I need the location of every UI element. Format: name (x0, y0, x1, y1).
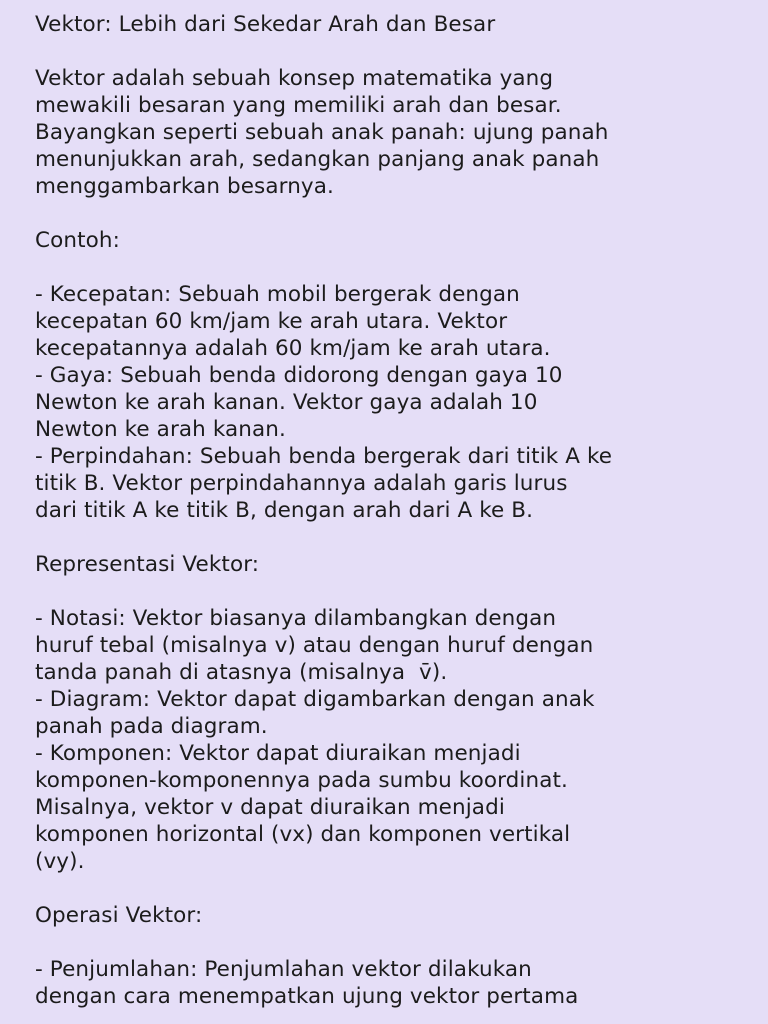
examples-heading: Contoh: (35, 228, 120, 253)
spacer (35, 38, 748, 65)
spacer (35, 875, 748, 902)
example-line: - Gaya: Sebuah benda didorong dengan gaya 10 (35, 363, 563, 388)
examples-list (35, 281, 748, 524)
intro-line: Vektor adalah sebuah konsep matematika yang (35, 66, 554, 91)
example-line: Newton ke arah kanan. Vektor gaya adalah 10 (35, 390, 538, 415)
example-line: Newton ke arah kanan. (35, 417, 286, 442)
representation-line: tanda panah di atasnya (misalnya v̄). (35, 660, 448, 685)
representation-line: Misalnya, vektor v dapat diuraikan menjadi (35, 795, 505, 820)
representation-line: - Notasi: Vektor biasanya dilambangkan dengan (35, 606, 557, 631)
example-line: kecepatannya adalah 60 km/jam ke arah utara. (35, 336, 551, 361)
operations-list (35, 956, 748, 1010)
document-title: Vektor: Lebih dari Sekedar Arah dan Besar (35, 12, 496, 37)
representation-line: komponen horizontal (vx) dan komponen vertikal (35, 822, 571, 847)
example-line: dari titik A ke titik B, dengan arah dari A ke B. (35, 498, 534, 523)
operations-heading: Operasi Vektor: (35, 903, 203, 928)
example-line: - Kecepatan: Sebuah mobil bergerak dengan (35, 282, 520, 307)
example-line: - Perpindahan: Sebuah benda bergerak dari titik A ke (35, 444, 613, 469)
spacer (35, 929, 748, 956)
operation-line: - Penjumlahan: Penjumlahan vektor dilakukan (35, 957, 532, 982)
intro-line: mewakili besaran yang memiliki arah dan besar. (35, 93, 562, 118)
intro-line: menggambarkan besarnya. (35, 174, 334, 199)
example-line: kecepatan 60 km/jam ke arah utara. Vektor (35, 309, 508, 334)
spacer (35, 254, 748, 281)
representation-heading: Representasi Vektor: (35, 552, 260, 577)
representation-line: - Komponen: Vektor dapat diuraikan menjadi (35, 741, 521, 766)
spacer (35, 200, 748, 227)
representation-list (35, 605, 748, 875)
representation-line: komponen-komponennya pada sumbu koordinat. (35, 768, 568, 793)
intro-line: Bayangkan seperti sebuah anak panah: ujung panah (35, 120, 609, 145)
representation-line: huruf tebal (misalnya v) atau dengan huruf dengan (35, 633, 594, 658)
representation-line: panah pada diagram. (35, 714, 268, 739)
example-line: titik B. Vektor perpindahannya adalah garis lurus (35, 471, 568, 496)
spacer (35, 524, 748, 551)
intro-line: menunjukkan arah, sedangkan panjang anak panah (35, 147, 600, 172)
spacer (35, 578, 748, 605)
representation-line: (vy). (35, 849, 85, 874)
intro-paragraph (35, 65, 748, 200)
operation-line: dengan cara menempatkan ujung vektor pertama (35, 984, 579, 1009)
representation-line: - Diagram: Vektor dapat digambarkan dengan anak (35, 687, 595, 712)
